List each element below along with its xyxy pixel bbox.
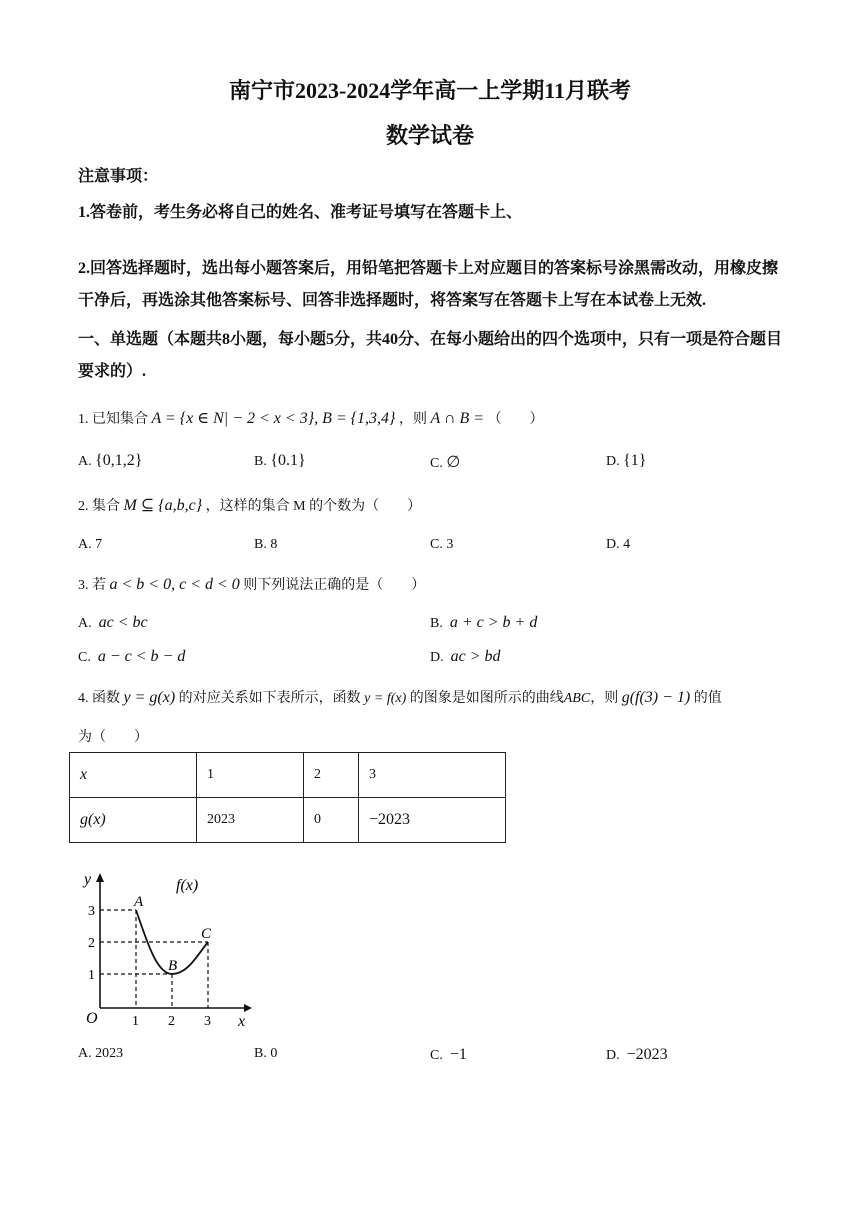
q4-option-b: B. 0 [254,1046,278,1061]
q1-option-c: C. ∅ [430,454,461,471]
q1-paren: （ ） [487,412,544,427]
q4-option-c: C. −1 [430,1046,467,1063]
g-table [69,752,506,843]
q2-suffix: ，这样的集合 M 的个数为（ ） [205,499,422,514]
point-c-label: C [201,926,212,942]
origin-label: O [86,1010,98,1027]
question-2 [78,495,421,515]
x-axis-label: x [238,1013,246,1028]
q1-expr: A ∩ B = [430,410,485,427]
notes-item-2: 2.回答选择题时，选出每小题答案后，用铅笔把答题卡上对应题目的答案标号涂黑需改动，用橡皮擦干净后，再选涂其他答案标号、回答非选择题时，将答案写在答题卡上写在本试卷上无效. [78,260,779,309]
x-axis-arrow [244,1004,252,1012]
q4-option-a: A. 2023 [78,1046,124,1061]
x-tick-label: 1 [132,1014,139,1028]
x-tick-label: 3 [204,1014,211,1028]
page-subtitle: 数学试卷 [385,123,474,148]
question-3 [78,574,425,594]
function-graph [76,868,256,1028]
q3-prefix: 3. 若 [78,578,106,593]
y-tick-label: 1 [88,968,95,983]
notes-item-1: 1.答卷前，考生务必将自己的姓名、准考证号填写在答题卡上、 [78,204,523,221]
q1-option-b: B. {0.1} [254,452,306,469]
q1-option-a: A. {0,1,2} [78,452,143,469]
q4-option-d: D. −2023 [606,1046,668,1063]
y-tick-label: 3 [88,904,95,919]
table-row: g(x) 2023 0 −2023 [70,798,506,843]
x-tick-label: 2 [168,1014,175,1028]
q1-set-expr: A = {x ∈ N| − 2 < x < 3}, B = {1,3,4} [151,410,396,427]
q3-expr: a < b < 0, c < d < 0 [109,576,240,593]
q1-mid: ，则 [398,412,427,427]
q3-option-d: D. ac > bd [430,648,501,665]
notes-heading: 注意事项： [78,168,159,185]
q2-expr: M ⊆ {a,b,c} [123,497,203,514]
fx-label: f(x) [176,877,199,894]
q2-option-c: C. 3 [430,537,454,552]
q3-option-c: C. a − c < b − d [78,648,186,665]
q2-prefix: 2. 集合 [78,499,120,514]
table-row: x 1 2 3 [70,753,506,798]
point-a-label: A [134,894,144,910]
q3-option-b: B. a + c > b + d [430,614,538,631]
y-axis-arrow [96,873,104,882]
q1-option-d: D. {1} [606,452,647,469]
q2-option-b: B. 8 [254,537,278,552]
q3-suffix: 则下列说法正确的是（ ） [243,578,426,593]
q2-option-a: A. 7 [78,537,103,552]
question-1 [78,408,544,428]
section-1-heading: 一、单选题（本题共8小题，每小题5分，共40分、在每小题给出的四个选项中，只有一项是符合题目要求的）. [78,331,783,380]
point-b-label: B [168,958,178,974]
q1-prefix: 1. 已知集合 [78,412,148,427]
y-tick-label: 2 [88,936,95,951]
question-4: 4. 函数 y = g(x) 的对应关系如下表所示，函数 y = f(x) 的图象是如图所示的曲线ABC，则 g(f(3) − 1) 的值 [78,689,722,706]
question-4-line-2: 为（ ） [78,730,148,745]
q2-option-d: D. 4 [606,537,631,552]
y-axis-label: y [84,871,92,888]
page-title: 南宁市2023-2024学年高一上学期11月联考 [228,78,632,103]
q3-option-a: A. ac < bc [78,614,148,631]
